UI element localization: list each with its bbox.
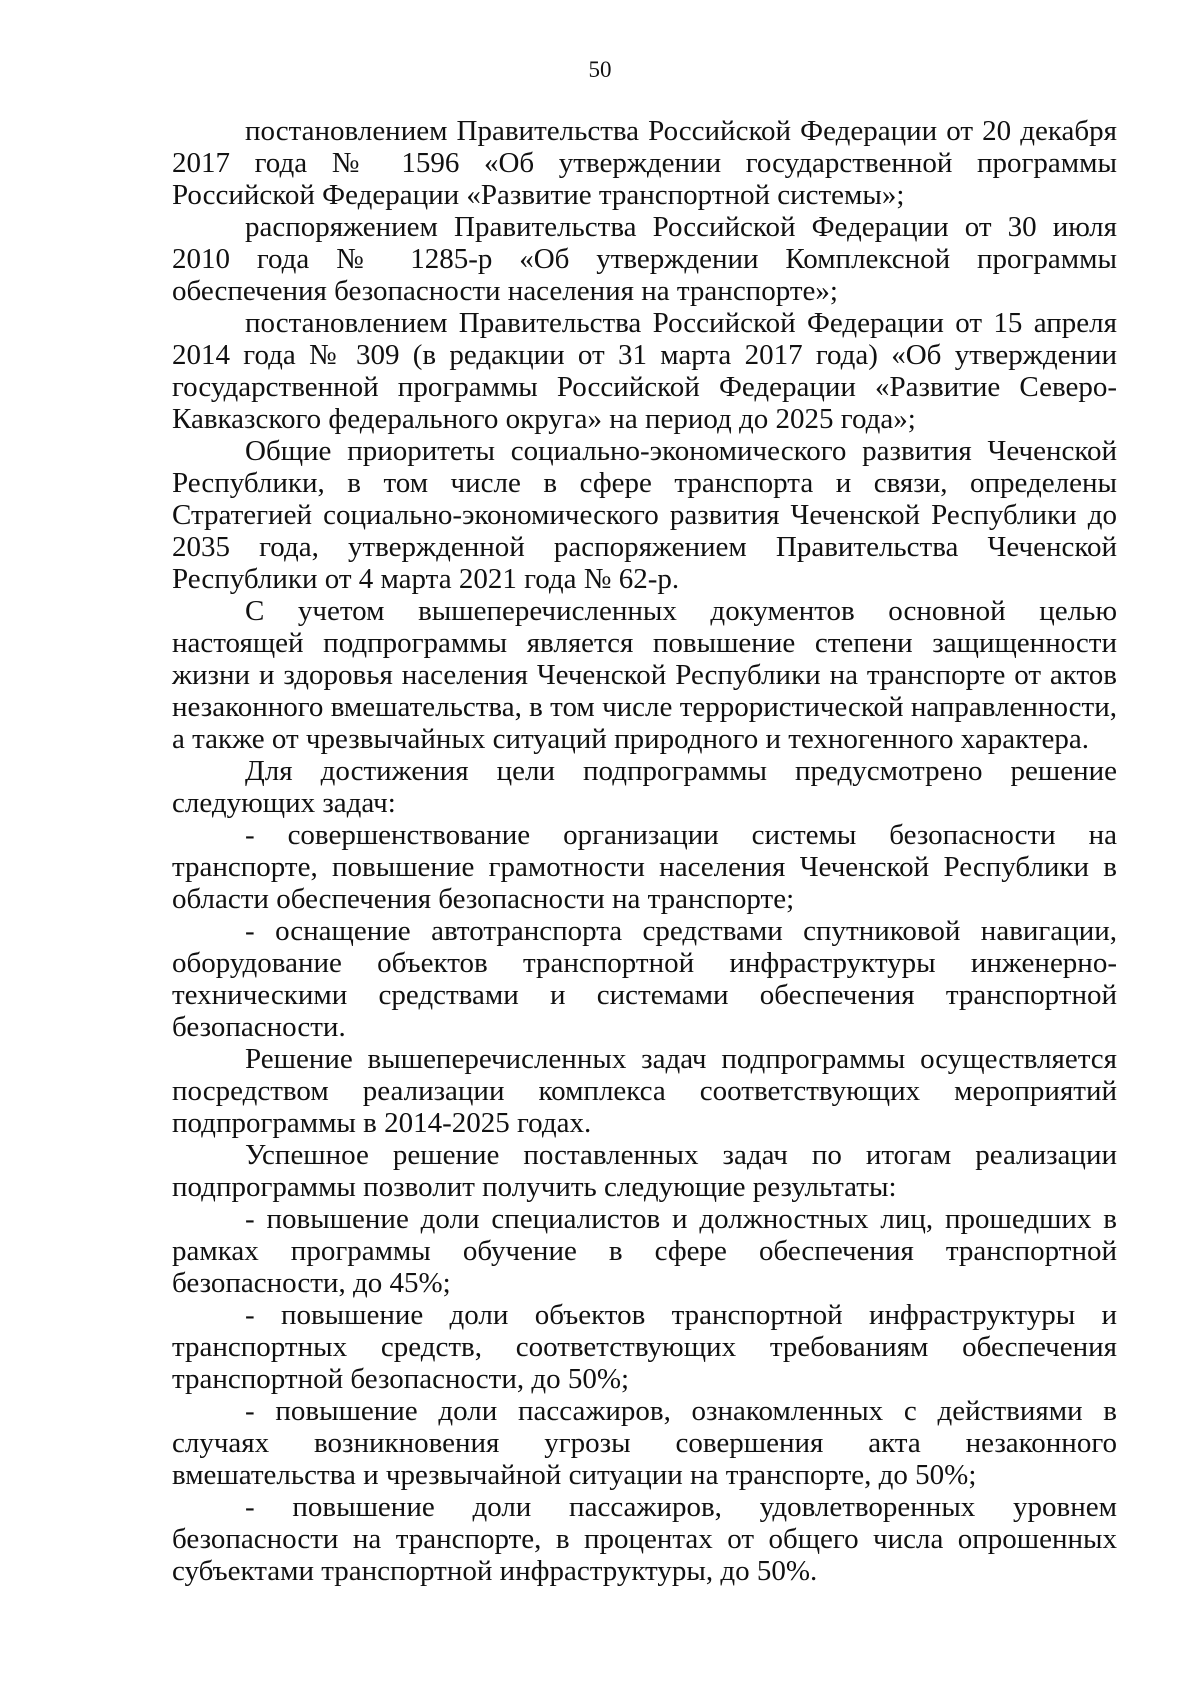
paragraph-main-goal: С учетом вышеперечисленных документов основной целью настоящей подпрограммы является повышение степени защищенности жизни и здоровья населения Чеченской Республики на транспорте от актов незаконного вмешательства, в том числе террористической направленности, а также от чрезвычайных ситуаций природного и техногенного характера. <box>172 595 1117 755</box>
list-item-result-4: - повышение доли пассажиров, удовлетворенных уровнем безопасности на транспорте, в процентах от общего числа опрошенных субъектами транспортной инфраструктуры, до 50%. <box>172 1491 1117 1587</box>
paragraph-decree-309: постановлением Правительства Российской Федерации от 15 апреля 2014 года № 309 (в редакции от 31 марта 2017 года) «Об утверждении государственной программы Российской Федерации «Развитие Северо-Кавказского федерального округа» на период до 2025 года»; <box>172 307 1117 435</box>
paragraph-tasks-implementation: Решение вышеперечисленных задач подпрограммы осуществляется посредством реализации комплекса соответствующих мероприятий подпрограммы в 2014-2025 годах. <box>172 1043 1117 1139</box>
paragraph-decree-1596: постановлением Правительства Российской Федерации от 20 декабря 2017 года № 1596 «Об утверждении государственной программы Российской Федерации «Развитие транспортной системы»; <box>172 115 1117 211</box>
paragraph-order-1285: распоряжением Правительства Российской Федерации от 30 июля 2010 года № 1285-р «Об утверждении Комплексной программы обеспечения безопасности населения на транспорте»; <box>172 211 1117 307</box>
list-item-task-2: - оснащение автотранспорта средствами спутниковой навигации, оборудование объектов транспортной инфраструктуры инженерно-техническими средствами и системами обеспечения транспортной безопасности. <box>172 915 1117 1043</box>
list-item-result-1: - повышение доли специалистов и должностных лиц, прошедших в рамках программы обучение в сфере обеспечения транспортной безопасности, до 45%; <box>172 1203 1117 1299</box>
page-number: 50 <box>588 57 612 82</box>
list-item-result-3: - повышение доли пассажиров, ознакомленных с действиями в случаях возникновения угрозы совершения акта незаконного вмешательства и чрезвычайной ситуации на транспорте, до 50%; <box>172 1395 1117 1491</box>
list-item-result-2: - повышение доли объектов транспортной инфраструктуры и транспортных средств, соответствующих требованиям обеспечения транспортной безопасности, до 50%; <box>172 1299 1117 1395</box>
paragraph-tasks-intro: Для достижения цели подпрограммы предусмотрено решение следующих задач: <box>172 755 1117 819</box>
list-item-task-1: - совершенствование организации системы безопасности на транспорте, повышение грамотности населения Чеченской Республики в области обеспечения безопасности на транспорте; <box>172 819 1117 915</box>
document-body <box>172 115 1117 1587</box>
paragraph-results-intro: Успешное решение поставленных задач по итогам реализации подпрограммы позволит получить следующие результаты: <box>172 1139 1117 1203</box>
paragraph-strategy-priorities: Общие приоритеты социально-экономического развития Чеченской Республики, в том числе в сфере транспорта и связи, определены Стратегией социально-экономического развития Чеченской Республики до 2035 года, утвержденной распоряжением Правительства Чеченской Республики от 4 марта 2021 года № 62-р. <box>172 435 1117 595</box>
